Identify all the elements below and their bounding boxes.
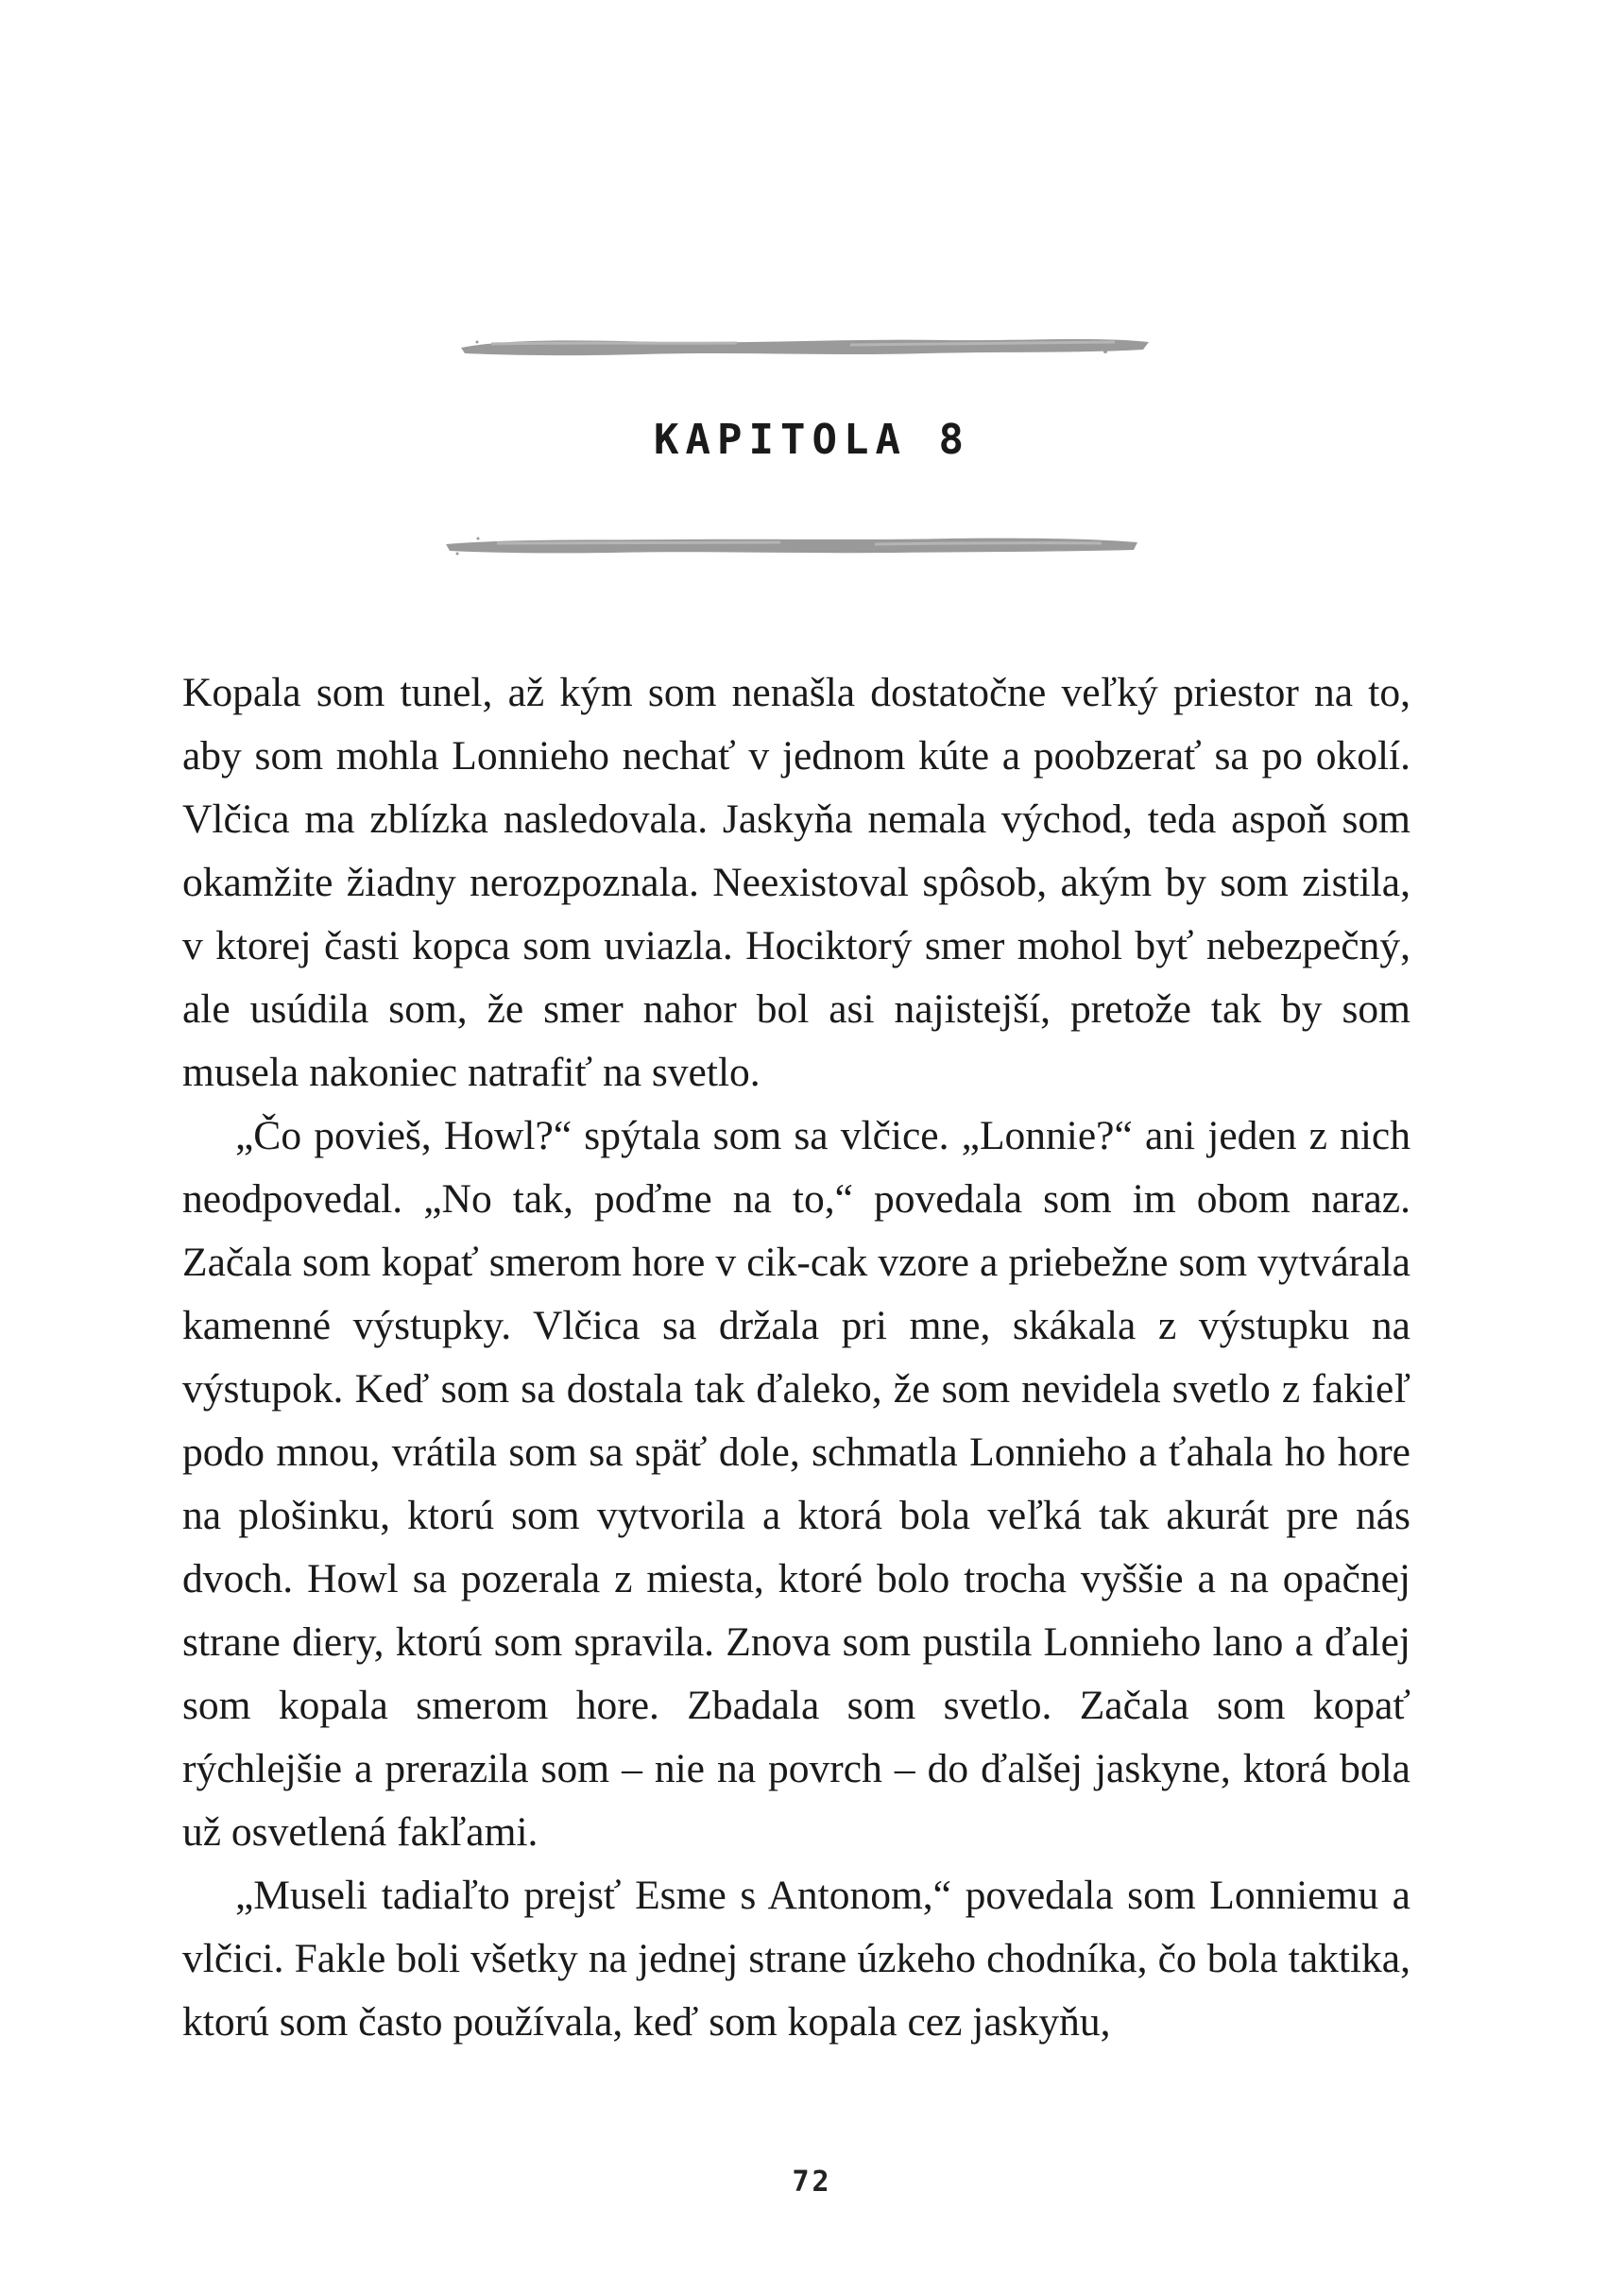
paragraph-2: „Čo povieš, Howl?“ spýtala som sa vlčice. „Lonnie?“ ani jeden z nich neodpovedal. „No tak, poďme na to,“ povedala som im obom naraz. Začala som kopať smerom hore v cik-cak vzore a priebežne som vytvárala kamenné výstupky. Vlčica sa držala pri mne, skákala z výstupku na výstupok. Keď som sa dostala tak ďaleko, že som nevidela svetlo z fakieľ podo mnou, vrátila som sa späť dole, schmatla Lonnieho a ťahala ho hore na plošinku, ktorú som vytvorila a ktorá bola veľká tak akurát pre nás dvoch. Howl sa pozerala z miesta, ktoré bolo trocha vyššie a na opačnej strane diery, ktorú som spravila. Znova som pustila Lonnieho lano a ďalej som kopala smerom hore. Zbadala som svetlo. Začala som kopať rýchlejšie a prerazila som – nie na povrch – do ďalšej jaskyne, ktorá bola už osvetlená fakľami. [182, 1113, 1410, 1855]
paragraph-3: „Museli tadiaľto prejsť Esme s Antonom,“ povedala som Lonniemu a vlčici. Fakle boli všetky na jednej strane úzkeho chodníka, čo bola taktika, ktorú som často používala, keď som kopala cez jaskyňu, [182, 1873, 1410, 2045]
chapter-title: KAPITOLA 8 [654, 416, 970, 464]
body-text [182, 661, 1410, 2054]
paragraph-1: Kopala som tunel, až kým som nenašla dostatočne veľký priestor na to, aby som mohla Lonnieho nechať v jednom kúte a poobzerať sa po okolí. Vlčica ma zblízka nasledovala. Jaskyňa nemala východ, teda aspoň som okamžite žiadny nerozpoznala. Neexistoval spôsob, akým by som zistila, v ktorej časti kopca som uviazla. Hociktorý smer mohol byť nebezpečný, ale usúdila som, že smer nahor bol asi najistejší, pretože tak by som musela nakoniec natrafiť na svetlo. [182, 670, 1410, 1095]
brush-stroke-top [453, 331, 1153, 363]
page-number: 72 [792, 2166, 832, 2199]
brush-stroke-bottom [440, 529, 1139, 561]
